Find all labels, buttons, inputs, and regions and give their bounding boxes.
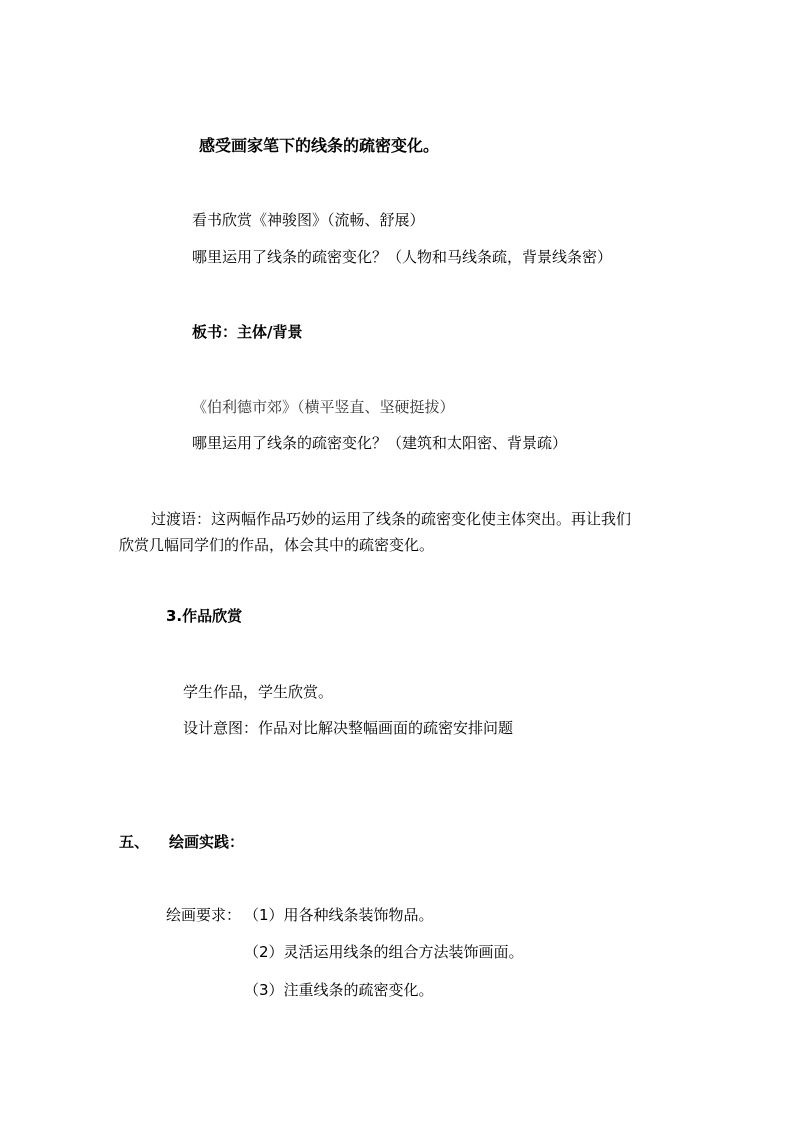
- requirement-item-3: （3）注重线条的疏密变化。: [244, 981, 434, 999]
- section-heading-feel-lines: 感受画家笔下的线条的疏密变化。: [199, 136, 440, 155]
- transition-text-line-1: 过渡语：这两幅作品巧妙的运用了线条的疏密变化使主体突出。再让我们: [151, 510, 632, 528]
- artwork-2-question: 哪里运用了线条的疏密变化？（建筑和太阳密、背景疏）: [192, 434, 568, 452]
- transition-text-line-2: 欣赏几幅同学们的作品，体会其中的疏密变化。: [119, 536, 435, 554]
- design-intent-text: 设计意图：作品对比解决整幅画面的疏密安排问题: [183, 719, 514, 737]
- section-5-number: 五、: [119, 833, 150, 851]
- board-note: 板书：主体/背景: [192, 323, 303, 341]
- artwork-2-title: 《伯利德市郊》（横平竖直、坚硬挺拔）: [192, 398, 455, 416]
- requirement-item-2: （2）灵活运用线条的组合方法装饰画面。: [244, 943, 524, 961]
- artwork-1-title: 看书欣赏《神骏图》（流畅、舒展）: [192, 211, 425, 229]
- requirement-item-1: （1）用各种线条装饰物品。: [244, 906, 434, 924]
- artwork-1-question: 哪里运用了线条的疏密变化？（人物和马线条疏，背景线条密）: [192, 248, 613, 266]
- student-work-text: 学生作品，学生欣赏。: [183, 683, 334, 701]
- section-3-heading: 3.作品欣赏: [166, 607, 243, 625]
- section-5-heading: 绘画实践：: [169, 833, 245, 851]
- requirements-label: 绘画要求：: [166, 906, 242, 924]
